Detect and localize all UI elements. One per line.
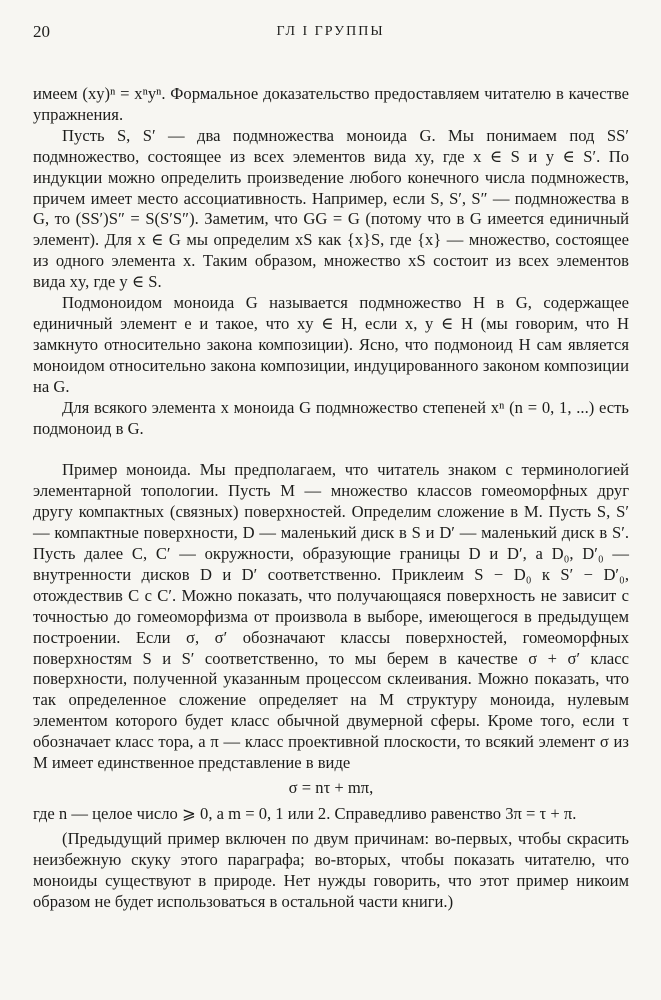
formula-sigma: σ = nτ + mπ, [288,778,374,797]
paragraph-continuation: имеем (xy)ⁿ = xⁿyⁿ. Формальное доказательство предоставляем читателю в качестве упражнения. [33,84,629,124]
paragraph-remark: (Предыдущий пример включен по двум причинам: во-первых, чтобы скрасить неизбежную скуку этого параграфа; во-вторых, чтобы показать читателю, что моноиды существуют в природе. Нет нужды говорить, что этот пример никоим образом не будет использоваться в остальной части книги.) [33,828,629,911]
paragraph-submonoid-definition: Подмоноидом моноида G называется подмножество H в G, содержащее единичный элемент e и такое, что xy ∈ H, если x, y ∈ H (мы говорим, что H замкнуто относительно закона композиции). Ясно, что подмоноид H сам является моноидом относительно закона композиции, индуцированного законом композиции на G. [33,293,629,396]
running-head [33,22,628,46]
paragraph-equality: где n — целое число ⩾ 0, а m = 0, 1 или 2. Справедливо равенство 3π = τ + π. [33,803,577,823]
chapter-title: ГЛ I ГРУППЫ [276,24,385,39]
paragraph-powers-submonoid: Для всякого элемента x моноида G подмножество степеней xⁿ (n = 0, 1, ...) есть подмоноид в G. [33,397,629,438]
paragraph-monoid-example: Пример моноида. Мы предполагаем, что читатель знаком с терминологией элементарной топологии. Пусть M — множество классов гомеоморфных друг другу компактных (связных) поверхностей. Определим сложение в M. Пусть S, S′ — компактные поверхности, D — маленький диск в S и D′ — маленький диск в S′. Пусть далее C, C′ — окружности, образующие границы D и D′, а D₀, D′₀ — внутренности дисков D и D′ соответственно. Приклеим S − D₀ к S′ − D′₀, отождествив C с C′. Можно показать, что получающаяся поверхность не зависит с точностью до гомеоморфизма от произвола в выборе, имеющегося в предыдущем построении. Если σ, σ′ обозначают классы поверхностей, гомеоморфных поверхностям S и S′ соответственно, то мы берем в качестве σ + σ′ класс поверхности, полученной указанным процессом склеивания. Можно показать, что так определенное сложение определяет на M структуру моноида, нулевым элементом которого будет класс обычной двумерной сферы. Кроме того, если τ обозначает класс тора, а π — класс проективной плоскости, то всякий элемент σ из M имеет единственное представление в виде [33,460,629,773]
paragraph-subset-product: Пусть S, S′ — два подмножества моноида G. Мы понимаем под SS′ подмножество, состоящее из всех элементов вида xy, где x ∈ S и y ∈ S′. По индукции можно определить произведение любого конечного числа подмножеств, причем имеет место ассоциативность. Например, если S, S′, S″ — подмножества в G, то (SS′)S″ = S(S′S″). Заметим, что GG = G (потому что в G имеется единичный элемент). Для x ∈ G мы определим xS как {x}S, где {x} — множество, состоящее из одного элемента x. Таким образом, множество xS состоит из всех элементов вида xy, где y ∈ S. [33,125,629,292]
page-number: 20 [33,22,50,41]
body-text [33,84,629,912]
